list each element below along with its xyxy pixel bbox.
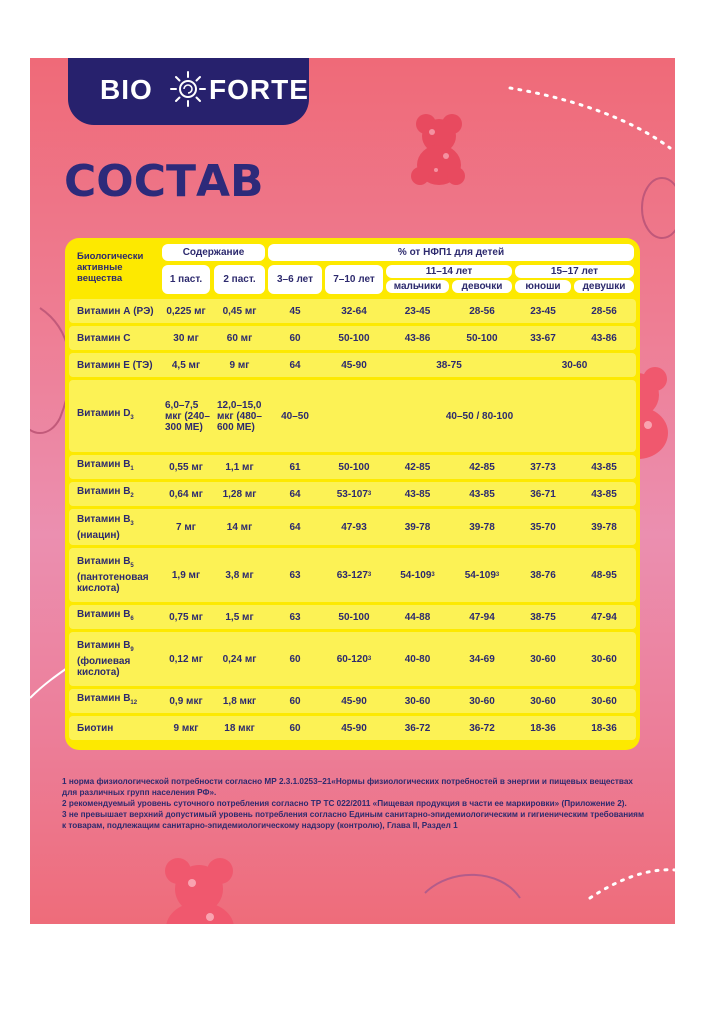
footnote-mark: 3 [367, 490, 372, 497]
row-c1 [162, 548, 210, 602]
row-c2 [214, 455, 265, 479]
f11-text: 36-72 [469, 722, 495, 734]
a-text: 64 [289, 521, 301, 533]
f11-text: 30-60 [469, 695, 495, 707]
a-text: 60 [289, 722, 301, 734]
f15-text: 28-56 [591, 305, 617, 317]
c2-text: 60 мг [226, 332, 253, 344]
header-age-11-14: 11–14 лет [386, 265, 512, 278]
c1-text: 0,225 мг [166, 305, 206, 317]
m15-text: 35-70 [530, 521, 556, 533]
row-name-extra: (пантотеновая кислота) [77, 572, 149, 594]
row-c2 [214, 509, 265, 545]
a-text: 60 [289, 653, 301, 665]
row-age-15-17 [515, 353, 634, 377]
row-c1 [162, 689, 210, 713]
row-m11 [386, 548, 449, 602]
row-f15 [574, 455, 634, 479]
f15-text: 48-95 [591, 569, 617, 581]
row-f11 [452, 716, 512, 740]
header-age-15-17: 15–17 лет [515, 265, 634, 278]
row-c1 [162, 716, 210, 740]
row-m11 [386, 716, 449, 740]
row-m11 [386, 326, 449, 350]
b-text: 50-100 [338, 332, 370, 344]
row-f11 [452, 689, 512, 713]
row-c1 [162, 326, 210, 350]
header-paste1: 1 паст. [162, 265, 210, 294]
m11-text: 44-88 [404, 611, 431, 623]
header-pct: % от НФП1 для детей [268, 244, 634, 261]
row-age-3-6 [268, 482, 322, 506]
row-name [71, 689, 161, 713]
c1-text: 30 мг [173, 332, 199, 344]
b-text: 40–50 / 80-100 [445, 410, 514, 422]
footnotes [62, 776, 647, 831]
header-substance: Биологически активные вещества [77, 250, 144, 284]
a-text: 40–50 [281, 410, 309, 422]
row-name-wrap [77, 459, 134, 475]
f15-text: 43-85 [591, 488, 617, 500]
row-m15 [515, 299, 571, 323]
m11-text: 38-75 [436, 359, 462, 371]
row-m11 [386, 605, 449, 629]
c2-text: 0,45 мг [222, 305, 257, 317]
row-age-7-10 [325, 353, 383, 377]
row-age-7-10 [325, 326, 383, 350]
m15-text: 38-76 [530, 569, 556, 581]
row-name-text: Витамин В [77, 556, 131, 567]
brand-logo [68, 58, 309, 125]
row-f15 [574, 326, 634, 350]
row-age-7-10 [325, 605, 383, 629]
f15-text: 30-60 [591, 695, 617, 707]
row-c2 [214, 326, 265, 350]
row-f15 [574, 509, 634, 545]
row-name-wrap [77, 723, 113, 734]
row-f11 [452, 299, 512, 323]
m11-text: 40-80 [404, 653, 431, 665]
row-f11 [452, 326, 512, 350]
row-name-wrap [77, 556, 161, 594]
row-name-text: Витамин В [77, 609, 131, 620]
row-m15 [515, 689, 571, 713]
footnote-mark: 3 [367, 655, 372, 662]
f15-text: 43-86 [591, 332, 617, 344]
header-maidens: девушки [574, 280, 634, 293]
row-name-text: Витамин В [77, 459, 131, 470]
row-name [71, 716, 161, 740]
row-age-3-6 [268, 716, 322, 740]
c1-text: 6,0–7,5 мкг (240–300 МЕ) [165, 399, 210, 433]
row-name-extra: (ниацин) [77, 529, 120, 541]
row-name-text: Витамин В [77, 640, 131, 651]
row-age-3-6 [268, 605, 322, 629]
c2-text: 3,8 мг [225, 569, 254, 581]
header-youths: юноши [515, 280, 571, 293]
logo-text-left: BIO [100, 74, 153, 105]
c1-text: 0,55 мг [169, 461, 203, 473]
b-text: 50-100 [338, 611, 370, 623]
row-name [71, 326, 161, 350]
c1-text: 9 мкг [173, 722, 199, 734]
row-age-7-10 [325, 455, 383, 479]
row-f15 [574, 689, 634, 713]
footnote-3: 3 не превышает верхний допустимый уровень потребления согласно Единым санитарно-эпидемиологическим и гигиеническим требованиям к товарам, подлежащим санитарно-эпидемиологическому надзору (контролю), Глава II, Раздел 1 [62, 810, 645, 830]
b-text: 60-120 [336, 653, 368, 665]
row-name-text: Витамин В [77, 486, 131, 497]
m15-text: 36-71 [530, 488, 556, 500]
f11-text: 42-85 [469, 461, 495, 473]
row-age-11-14 [386, 353, 512, 377]
footnote-mark: 3 [495, 571, 500, 578]
m11-text: 43-85 [404, 488, 431, 500]
row-c1 [162, 482, 210, 506]
f11-text: 47-94 [469, 611, 495, 623]
header-girls: девочки [452, 280, 512, 293]
c2-text: 1,8 мкг [222, 695, 257, 707]
b-text: 50-100 [338, 461, 370, 473]
f15-text: 18-36 [591, 722, 617, 734]
row-name-sub: 2 [130, 493, 134, 499]
gummy-bear-top [406, 110, 476, 190]
row-age-3-6 [268, 353, 322, 377]
row-f15 [574, 299, 634, 323]
row-c1 [162, 353, 210, 377]
row-c2 [214, 380, 265, 452]
row-name-text: Витамин С [77, 332, 131, 344]
m11-text: 30-60 [404, 695, 431, 707]
row-name-text: Витамин D [77, 408, 131, 419]
row-name-sub: 3 [130, 520, 134, 527]
b-text: 45-90 [341, 359, 367, 371]
b-text: 53-107 [336, 488, 368, 500]
m11-text: 39-78 [404, 521, 431, 533]
row-f11 [452, 455, 512, 479]
row-age-3-6 [268, 548, 322, 602]
b-text: 47-93 [341, 521, 367, 533]
row-c2 [214, 632, 265, 686]
m11-text: 54-109 [400, 569, 432, 581]
row-c2 [214, 716, 265, 740]
composition-table [65, 238, 640, 750]
c2-text: 1,28 мг [222, 488, 257, 500]
c1-text: 7 мг [176, 521, 196, 533]
row-m15 [515, 548, 571, 602]
row-name-text: Витамин Е (ТЭ) [77, 359, 153, 371]
a-text: 64 [289, 488, 301, 500]
row-name-sub: 9 [130, 647, 134, 653]
row-name-extra: (фолиевая кислота) [77, 656, 131, 678]
b-text: 63-127 [336, 569, 368, 581]
row-m15 [515, 509, 571, 545]
f15-text: 39-78 [591, 521, 617, 533]
row-name [71, 605, 161, 629]
page-title: СОСТАВ [64, 156, 264, 207]
c1-text: 0,64 мг [169, 488, 203, 500]
row-age-3-6 [268, 455, 322, 479]
row-c1 [162, 509, 210, 545]
row-c1 [162, 605, 210, 629]
row-f11 [452, 632, 512, 686]
m15-text: 38-75 [530, 611, 556, 623]
row-age-7-10 [325, 299, 383, 323]
row-c2 [214, 605, 265, 629]
row-m11 [386, 509, 449, 545]
m15-text: 30-60 [561, 359, 588, 371]
row-name [71, 353, 161, 377]
f15-text: 30-60 [591, 653, 617, 665]
row-m15 [515, 716, 571, 740]
a-text: 45 [289, 305, 301, 317]
row-age-7-17 [325, 380, 634, 452]
c2-text: 1,5 мг [225, 611, 254, 623]
a-text: 63 [289, 611, 301, 623]
row-name-wrap [77, 408, 134, 424]
c2-text: 0,24 мг [222, 653, 257, 665]
m15-text: 37-73 [530, 461, 556, 473]
row-age-3-6 [268, 689, 322, 713]
m15-text: 30-60 [530, 653, 556, 665]
f11-text: 28-56 [469, 305, 495, 317]
row-c1 [162, 299, 210, 323]
row-name [71, 299, 161, 323]
row-age-7-10 [325, 548, 383, 602]
row-m15 [515, 455, 571, 479]
footnote-mark: 3 [367, 571, 372, 578]
row-m11 [386, 299, 449, 323]
row-f15 [574, 548, 634, 602]
logo-text-right: FORTE [209, 74, 309, 105]
row-name-sub: 1 [130, 466, 134, 472]
a-text: 64 [289, 359, 301, 371]
row-m11 [386, 482, 449, 506]
row-f15 [574, 716, 634, 740]
row-name-wrap [77, 609, 134, 625]
row-m11 [386, 632, 449, 686]
row-f15 [574, 482, 634, 506]
c2-text: 12,0–15,0 мкг (480–600 МЕ) [217, 399, 262, 433]
row-name [71, 632, 161, 686]
row-m11 [386, 689, 449, 713]
row-m15 [515, 482, 571, 506]
row-name-wrap [77, 640, 161, 678]
row-f11 [452, 482, 512, 506]
c2-text: 14 мг [226, 521, 253, 533]
row-name-text: Витамин А (РЭ) [77, 305, 154, 317]
a-text: 61 [289, 461, 301, 473]
f11-text: 50-100 [466, 332, 498, 344]
row-name [71, 548, 161, 602]
footnote-mark: 3 [431, 571, 435, 578]
row-f15 [574, 632, 634, 686]
row-age-3-6 [268, 632, 322, 686]
c1-text: 0,75 мг [169, 611, 203, 623]
row-name-sub: 3 [130, 415, 134, 421]
gummy-bear-bottom [158, 853, 248, 924]
header-boys: мальчики [386, 280, 449, 293]
row-name-sub: 6 [130, 616, 134, 622]
m15-text: 23-45 [530, 305, 556, 317]
row-age-3-6 [268, 299, 322, 323]
row-c2 [214, 299, 265, 323]
row-age-7-10 [325, 716, 383, 740]
f11-text: 34-69 [469, 653, 495, 665]
c2-text: 1,1 мг [225, 461, 254, 473]
c2-text: 9 мг [229, 359, 250, 371]
row-age-3-6 [268, 326, 322, 350]
footnote-1: 1 норма физиологической потребности согласно МР 2.3.1.0253–21«Нормы физиологических потребностей в энергии и пищевых веществах для различных групп населения РФ». [62, 777, 633, 797]
row-f15 [574, 605, 634, 629]
row-c2 [214, 689, 265, 713]
row-c1 [162, 380, 210, 452]
row-name-wrap [77, 693, 137, 709]
row-age-7-10 [325, 632, 383, 686]
row-name-text: Витамин В [77, 513, 131, 525]
row-name-wrap [77, 333, 130, 344]
f11-text: 43-85 [469, 488, 495, 500]
m11-text: 43-86 [404, 332, 431, 344]
m11-text: 36-72 [404, 722, 431, 734]
header-age-3-6: 3–6 лет [268, 265, 322, 294]
poster [30, 58, 675, 924]
c1-text: 0,12 мг [169, 653, 203, 665]
row-age-7-10 [325, 689, 383, 713]
row-name-sub: 5 [130, 563, 134, 569]
m15-text: 30-60 [530, 695, 556, 707]
row-m11 [386, 455, 449, 479]
row-name [71, 509, 161, 545]
header-age-7-10: 7–10 лет [325, 265, 383, 294]
header-content: Содержание [162, 244, 265, 261]
row-f11 [452, 605, 512, 629]
row-name-wrap [77, 514, 134, 541]
row-name-wrap [77, 360, 153, 371]
m15-text: 33-67 [530, 332, 556, 344]
a-text: 63 [289, 569, 301, 581]
row-name [71, 482, 161, 506]
row-c1 [162, 455, 210, 479]
c1-text: 0,9 мкг [169, 695, 203, 707]
row-c2 [214, 482, 265, 506]
c2-text: 18 мкг [224, 722, 255, 734]
f15-text: 47-94 [591, 611, 617, 623]
row-c2 [214, 353, 265, 377]
b-text: 45-90 [341, 722, 367, 734]
c1-text: 1,9 мг [171, 569, 201, 581]
m11-text: 42-85 [404, 461, 431, 473]
row-m15 [515, 605, 571, 629]
row-name-wrap [77, 306, 154, 317]
row-age-7-10 [325, 509, 383, 545]
m11-text: 23-45 [404, 305, 431, 317]
row-name-text: Витамин В [77, 693, 131, 704]
row-name-sub: 12 [130, 700, 138, 706]
a-text: 60 [289, 695, 301, 707]
row-m15 [515, 632, 571, 686]
f11-text: 54-109 [464, 569, 496, 581]
a-text: 60 [289, 332, 301, 344]
row-name-text: Биотин [77, 722, 114, 734]
b-text: 32-64 [341, 305, 367, 317]
row-name [71, 380, 161, 452]
row-age-3-6 [268, 380, 322, 452]
row-f11 [452, 548, 512, 602]
row-f11 [452, 509, 512, 545]
c1-text: 4,5 мг [171, 359, 201, 371]
row-c1 [162, 632, 210, 686]
row-c2 [214, 548, 265, 602]
row-name-wrap [77, 486, 134, 502]
footnote-2: 2 рекомендуемый уровень суточного потребления согласно ТР ТС 022/2011 «Пищевая продукция в части ее маркировки» (Приложение 2). [62, 799, 627, 808]
row-name [71, 455, 161, 479]
m15-text: 18-36 [530, 722, 556, 734]
b-text: 45-90 [341, 695, 367, 707]
row-age-3-6 [268, 509, 322, 545]
f15-text: 43-85 [591, 461, 617, 473]
sun-icon [170, 71, 206, 107]
f11-text: 39-78 [469, 521, 495, 533]
row-m15 [515, 326, 571, 350]
header-paste2: 2 паст. [214, 265, 265, 294]
row-age-7-10 [325, 482, 383, 506]
